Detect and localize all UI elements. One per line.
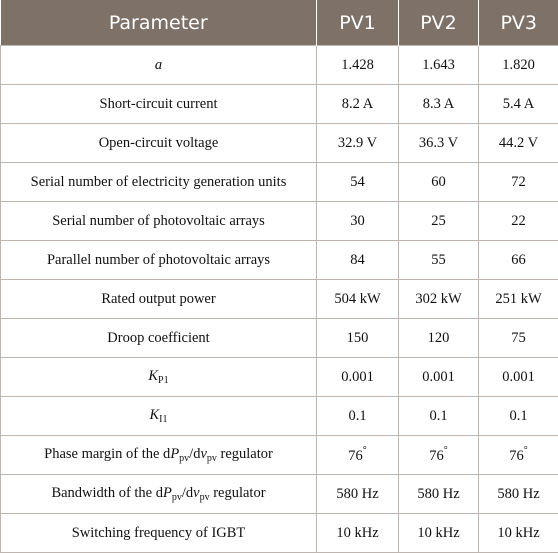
pv1-value: 8.2 A [317,85,399,124]
value-number: 76 [429,448,444,464]
pv2-value: 60 [399,163,479,202]
pv1-value: 1.428 [317,46,399,85]
row-label [1,46,317,85]
label-post: regulator [210,485,266,501]
label-pre: Bandwidth of the d [51,485,163,501]
pv3-value: 5.4 A [479,85,558,124]
table-row [1,475,558,514]
value-number: 76 [509,448,524,464]
table-row [1,280,558,319]
header-pv2: PV2 [399,0,479,46]
label-pre: Phase margin of the d [44,446,170,462]
pv2-value: 36.3 V [399,124,479,163]
table-row [1,319,558,358]
pv3-value: 0.1 [479,397,558,436]
header-pv1: PV1 [317,0,399,46]
pv3-value: 1.820 [479,46,558,85]
row-label: Serial number of photovoltaic arrays [1,202,317,241]
row-label: Short-circuit current [1,85,317,124]
table-row [1,436,558,475]
pv2-value: 25 [399,202,479,241]
pv2-value: 302 kW [399,280,479,319]
pv3-value: 75 [479,319,558,358]
pv3-value: 72 [479,163,558,202]
label-slash: /d [182,485,193,501]
label-post: regulator [217,446,273,462]
symbol-p: P [170,446,179,462]
pv1-value [317,436,399,475]
pv2-value: 10 kHz [399,514,479,553]
label-slash: /d [189,446,200,462]
header-pv3: PV3 [479,0,558,46]
symbol-v: v [200,446,206,462]
pv2-value: 55 [399,241,479,280]
pv3-value: 44.2 V [479,124,558,163]
row-label-text: a [155,57,162,73]
pv2-value: 120 [399,319,479,358]
pv2-value: 580 Hz [399,475,479,514]
pv2-value: 8.3 A [399,85,479,124]
subscript-pv: pv [207,453,217,464]
table-row [1,46,558,85]
row-label [1,397,317,436]
pv2-value: 1.643 [399,46,479,85]
symbol-subscript: I1 [159,414,167,425]
symbol-k: K [148,368,158,384]
table-row [1,397,558,436]
pv3-value: 251 kW [479,280,558,319]
row-label [1,358,317,397]
row-label [1,475,317,514]
pv2-value: 0.001 [399,358,479,397]
table-row [1,358,558,397]
symbol-v: v [193,485,199,501]
pv3-value: 0.001 [479,358,558,397]
header-row [1,0,558,46]
pv1-value: 580 Hz [317,475,399,514]
symbol-k: K [149,407,159,423]
table-row [1,124,558,163]
row-label [1,436,317,475]
table-row [1,85,558,124]
pv3-value: 10 kHz [479,514,558,553]
symbol-p: P [163,485,172,501]
value-number: 76 [348,448,363,464]
pv1-value: 30 [317,202,399,241]
pv1-value: 0.001 [317,358,399,397]
table-row [1,241,558,280]
pv1-value: 0.1 [317,397,399,436]
subscript-pv: pv [200,492,210,503]
pv3-value: 66 [479,241,558,280]
pv1-value: 54 [317,163,399,202]
row-label: Droop coefficient [1,319,317,358]
table-row [1,202,558,241]
row-label: Switching frequency of IGBT [1,514,317,553]
pv2-value [399,436,479,475]
pv2-value: 0.1 [399,397,479,436]
row-label: Open-circuit voltage [1,124,317,163]
row-label: Rated output power [1,280,317,319]
pv1-value: 504 kW [317,280,399,319]
pv1-value: 32.9 V [317,124,399,163]
symbol-subscript: P1 [158,375,169,386]
subscript-pv: pv [172,492,182,503]
table-row [1,163,558,202]
row-label: Parallel number of photovoltaic arrays [1,241,317,280]
pv3-value: 22 [479,202,558,241]
pv1-value: 150 [317,319,399,358]
header-parameter: Parameter [1,0,317,46]
degree-symbol: ° [444,445,448,456]
row-label: Serial number of electricity generation units [1,163,317,202]
subscript-pv: pv [179,453,189,464]
pv1-value: 10 kHz [317,514,399,553]
degree-symbol: ° [363,445,367,456]
pv3-value [479,436,558,475]
pv3-value: 580 Hz [479,475,558,514]
table-row [1,514,558,553]
pv1-value: 84 [317,241,399,280]
degree-symbol: ° [524,445,528,456]
